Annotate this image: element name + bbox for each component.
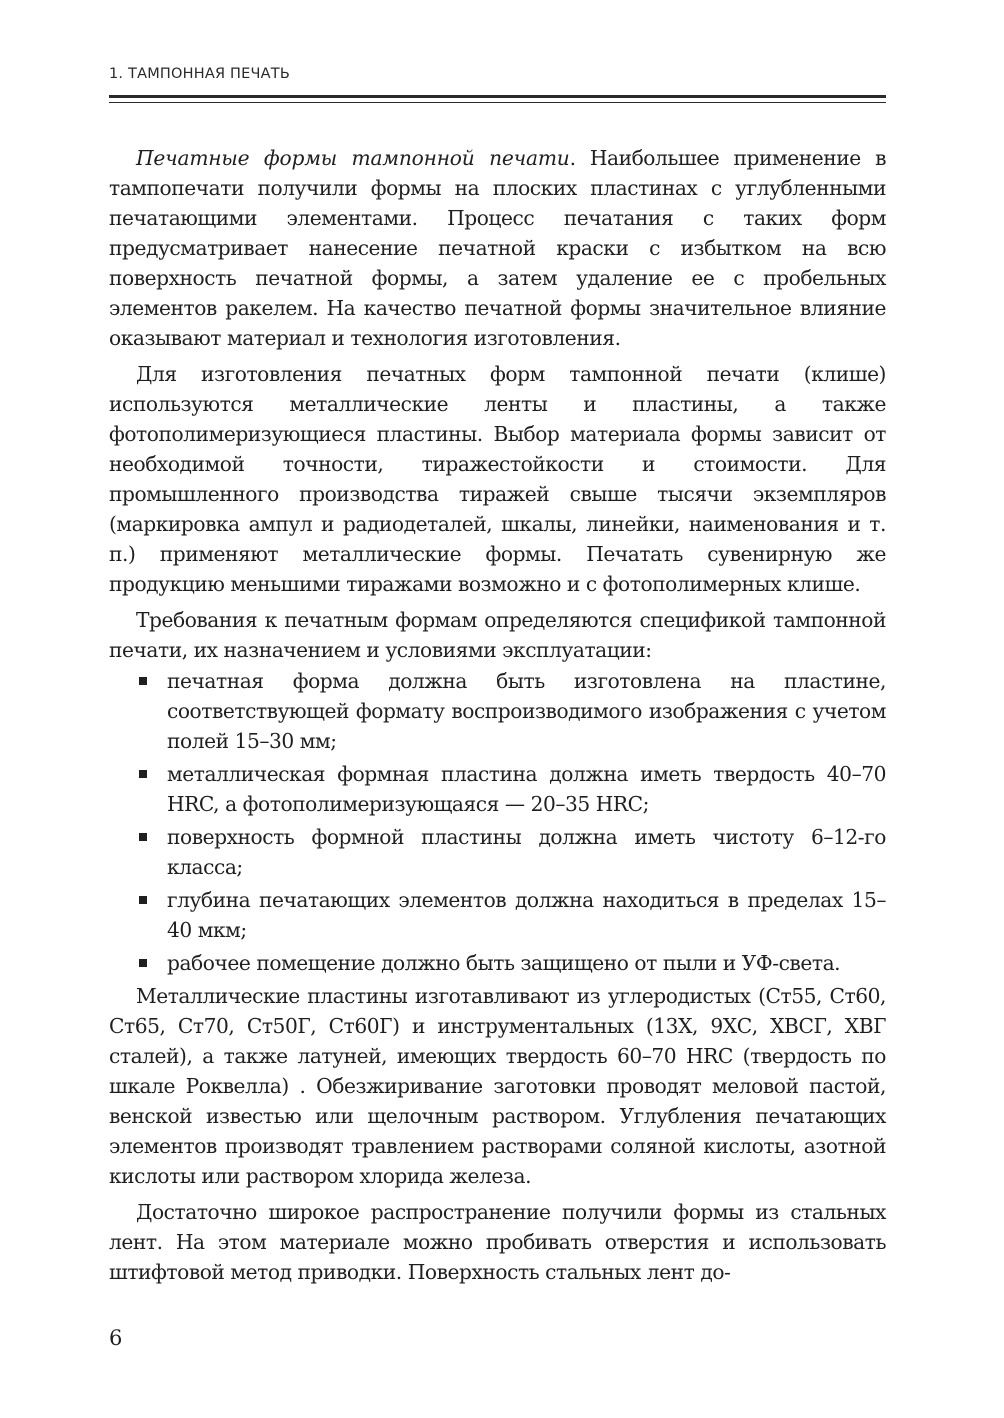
- square-bullet-icon: [139, 770, 147, 778]
- square-bullet-icon: [139, 833, 147, 841]
- paragraph-requirements-intro: Требования к печатным формам определяются спецификой тампонной печати, их назначением и условиями эксплуатации:: [109, 608, 886, 662]
- square-bullet-icon: [139, 959, 147, 967]
- paragraph-materials: Для изготовления печатных форм тампонной печати (клише) используются металлические ленты и пластины, а также фотополимеризующиеся пластины. Выбор материала формы зависит от необходимой точности, тиражестойкости и стоимости. Для промышленного производства тиражей свыше тысячи экземпляров (маркировка ампул и радиодеталей, шкалы, линейки, наименования и т. п.) применяют металлические формы. Печатать сувенирную же продукцию меньшими тиражами возможно и с фотополимерных клише.: [109, 362, 886, 596]
- square-bullet-icon: [139, 896, 147, 904]
- list-item-text: рабочее помещение должно быть защищено от пыли и УФ-света.: [167, 951, 841, 975]
- body-text: [109, 143, 886, 1293]
- list-item-text: печатная форма должна быть изготовлена на пластине, соответствующей формату воспроизводимого изображения с учетом полей 15–30 мм;: [167, 669, 886, 753]
- running-head-title: 1. ТАМПОННАЯ ПЕЧАТЬ: [109, 66, 290, 82]
- paragraph-text: . Наибольшее применение в тампопечати получили формы на плоских пластинах с углубленными печатающими элементами. Процесс печатания с таких форм предусматривает нанесение печатной краски с избытком на всю поверхность печатной формы, а затем удаление ее с пробельных элементов ракелем. На качество печатной формы значительное влияние оказывают материал и технология изготовления.: [109, 146, 886, 350]
- page-number: 6: [109, 1326, 123, 1350]
- list-item-text: металлическая формная пластина должна иметь твердость 40–70 HRC, а фотополимеризующаяся — 20–35 HRC;: [167, 762, 886, 816]
- list-item: [109, 759, 886, 819]
- list-item: [109, 666, 886, 756]
- list-item-text: поверхность формной пластины должна иметь чистоту 6–12-го класса;: [167, 825, 886, 879]
- paragraph-steel-strips: Достаточно широкое распространение получили формы из стальных лент. На этом материале можно пробивать отверстия и использовать штифтовой метод приводки. Поверхность стальных лент до-: [109, 1200, 886, 1284]
- requirements-list: [109, 666, 886, 978]
- list-item: [109, 948, 886, 978]
- list-item: [109, 822, 886, 882]
- paragraph-lead-in: Печатные формы тампонной печати: [136, 146, 570, 170]
- header-rule-thick: [109, 95, 886, 98]
- square-bullet-icon: [139, 677, 147, 685]
- list-item-text: глубина печатающих элементов должна находиться в пределах 15–40 мкм;: [167, 888, 886, 942]
- list-item: [109, 885, 886, 945]
- paragraph-metal-plates: Металлические пластины изготавливают из углеродистых (Ст55, Ст60, Ст65, Ст70, Ст50Г, Ст60Г) и инструментальных (13Х, 9ХС, ХВСГ, ХВГ сталей), а также латуней, имеющих твердость 60–70 HRC (твердость по шкале Роквелла) . Обезжиривание заготовки проводят меловой пастой, венской известью или щелочным раствором. Углубления печатающих элементов производят травлением растворами соляной кислоты, азотной кислоты или раствором хлорида железа.: [109, 984, 886, 1188]
- header-rule-thin: [109, 102, 886, 103]
- paragraph-print-forms: [109, 143, 886, 353]
